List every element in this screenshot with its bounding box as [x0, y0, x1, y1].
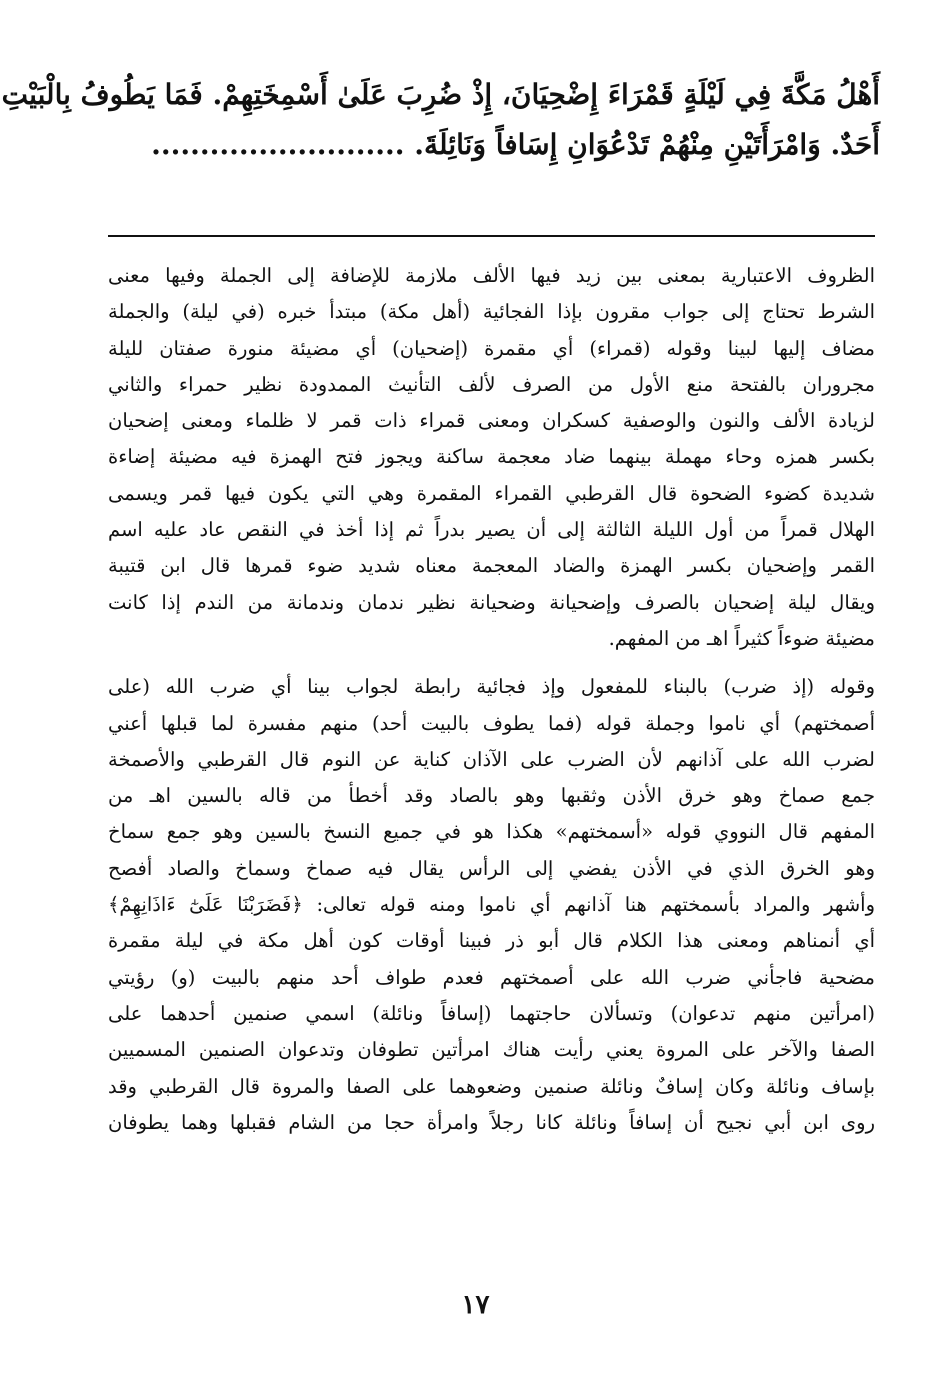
commentary-line: ويقال ليلة إضحيان بالصرف وإضحيانة وضحيانة نظير ندمان وندمانة من الندم إذا كانت: [108, 590, 875, 614]
footnote-divider: [108, 235, 875, 237]
commentary-line: مضيئة ضوءاً كثيراً اهـ من المفهم.: [608, 626, 875, 650]
commentary-line: بإساف ونائلة وكان إسافٌ ونائلة صنمين وضعوهما على الصفا والمروة قال القرطبي وقد: [108, 1074, 875, 1098]
page-number: ١٧: [461, 1290, 490, 1320]
hadith-line: أَهْلُ مَكَّةَ فِي لَيْلَةٍ قَمْرَاءَ إِضْحِيَانَ، إِذْ ضُرِبَ عَلَىٰ أَسْمِخَتِهِمْ. فَمَا يَطُوفُ بِالْبَيْتِ: [1, 78, 880, 111]
commentary-line: بكسر همزه وحاء مهملة بينهما ضاد معجمة ساكنة ويجوز فتح الهمزة فيه مضيئة إضاءة: [108, 445, 875, 469]
commentary-line: الظروف الاعتبارية بمعنى بين زيد فيها الألف ملازمة للإضافة إلى الجملة وفيها معنى: [108, 264, 875, 287]
commentary-line: جمع صماخ وهو خرق الأذن وثقبها وهو بالصاد وقد أخطأ من قاله بالسين اهـ من: [108, 784, 875, 808]
commentary-paragraph: [108, 669, 875, 1141]
commentary-line: الهلال قمراً من أول الليلة الثالثة إلى أن يصير بدراً ثم إذا أخذ في النقص عاد عليه اسم: [108, 518, 875, 542]
hadith-text: [1, 70, 880, 170]
commentary-line: المفهم قال النووي قوله «أسمختهم» هكذا هو في جميع النسخ بالسين وهو جمع سماخ: [108, 820, 875, 844]
commentary-line: وقوله (إذ ضرب) بالبناء للمفعول وإذ فجائية رابطة لجواب بينا أي ضرب الله (على: [108, 675, 875, 699]
hadith-line: أَحَدٌ. وَامْرَأَتَيْنِ مِنْهُمْ تَدْعُوَانِ إِسَافاً وَنَائِلَةَ. ..........................: [151, 128, 880, 161]
commentary-line: روى ابن أبي نجيح أن إسافاً ونائلة كانا رجلاً وامرأة حجا من الشام فقبلها وهما يطوفان: [108, 1110, 875, 1134]
commentary-line: أي أنمناهم ومعنى هذا الكلام قال أبو ذر فبينا أوقات كون أهل مكة في ليلة مقمرة: [108, 929, 875, 953]
commentary-line: الصفا والآخر على المروة يعني رأيت هناك امرأتين تطوفان وتدعوان الصنمين المسميين: [108, 1038, 875, 1062]
commentary-text: [108, 258, 875, 1141]
commentary-line: أصمختهم) أي ناموا وجملة قوله (فما يطوف بالبيت أحد) منهم مفسرة لما قبلها أعني: [108, 711, 875, 735]
commentary-line: لزيادة الألف والنون والوصفية كسكران ومعنى قمراء ذات قمر لا ظلماء ومعنى إضحيان: [108, 409, 875, 433]
commentary-line: القمر وإضحيان بكسر الهمزة والضاد المعجمة معناه شديد ضوء قمرها قال ابن قتيبة: [108, 554, 875, 578]
commentary-line: الشرط تحتاج إلى جواب مقرون بإذا الفجائية (أهل مكة) مبتدأ خبره (في ليلة) والجملة: [108, 300, 875, 324]
commentary-line: مضاف إليها لبينا وقوله (قمراء) أي مقمرة (إضحيان) أي مضيئة منورة صفتان لليلة: [108, 336, 875, 360]
commentary-paragraph: [108, 258, 875, 657]
commentary-line: لضرب الله على آذانهم لأن الضرب على الآذان كناية عن النوم قال القرطبي والأصمخة: [108, 747, 875, 771]
commentary-line: وأشهر والمراد بأسمختهم هنا آذانهم أي ناموا ومنه قوله تعالى: ﴿فَضَرَبْنَا عَلَىٰٓ ءَاذَانِهِمْ﴾: [108, 893, 875, 917]
commentary-line: وهو الخرق الذي في الأذن يفضي إلى الرأس يقال فيه صماخ وسماخ والصاد أفصح: [108, 856, 875, 880]
commentary-line: مضحية فاجأني ضرب الله على أصمختهم فعدم طواف أحد منهم بالبيت (و) رؤيتي: [108, 965, 875, 989]
commentary-line: (امرأتين منهم تدعوان) وتسألان حاجتهما (إسافاً ونائلة) اسمي صنمين أحدهما على: [108, 1001, 875, 1025]
commentary-line: مجروران بالفتحة منع الأول من الصرف لألف التأنيث الممدودة نظير حمراء والثاني: [108, 372, 875, 396]
commentary-line: شديدة كضوء الضحوة قال القرطبي القمراء المقمرة وهي التي يكون فيها قمر ويسمى: [108, 481, 875, 505]
